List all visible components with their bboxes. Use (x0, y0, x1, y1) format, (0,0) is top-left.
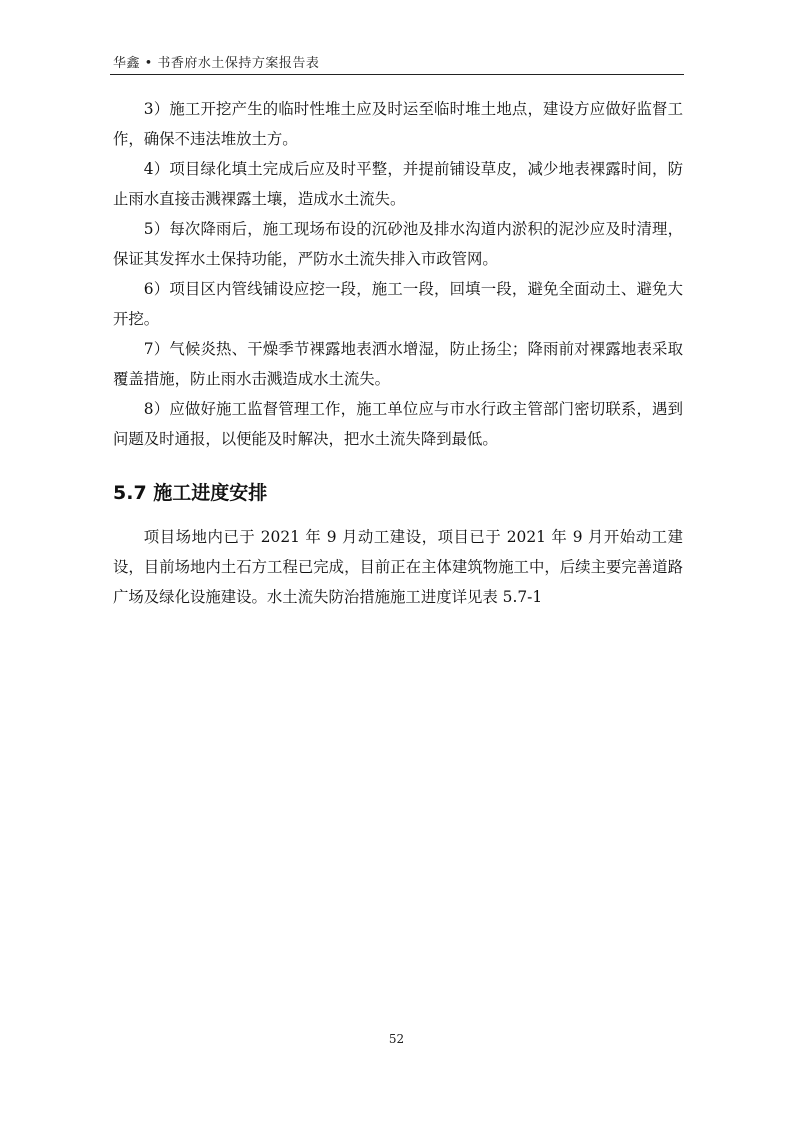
paragraph-item-5: 5）每次降雨后，施工现场布设的沉砂池及排水沟道内淤积的泥沙应及时清理，保证其发挥水土保持功能，严防水土流失排入市政管网。 (113, 220, 683, 268)
header-rule (110, 74, 684, 75)
paragraph-item-4: 4）项目绿化填土完成后应及时平整，并提前铺设草皮，减少地表裸露时间，防止雨水直接击溅裸露土壤，造成水土流失。 (113, 160, 683, 208)
section-paragraph: 项目场地内已于 2021 年 9 月动工建设，项目已于 2021 年 9 月开始动工建设，目前场地内土石方工程已完成，目前正在主体建筑物施工中，后续主要完善道路广场及绿化设施建设。水土流失防治措施施工进度详见表 5.7-1 (113, 528, 683, 606)
section-heading: 5.7 施工进度安排 (113, 482, 268, 504)
page-number: 52 (388, 1032, 405, 1046)
paragraph-item-6: 6）项目区内管线铺设应挖一段，施工一段，回填一段，避免全面动土、避免大开挖。 (113, 280, 683, 328)
paragraph-item-8: 8）应做好施工监督管理工作，施工单位应与市水行政主管部门密切联系，遇到问题及时通报，以便能及时解决，把水土流失降到最低。 (113, 400, 683, 448)
running-header: 华鑫 • 书香府水土保持方案报告表 (113, 56, 320, 71)
page-content (113, 94, 683, 612)
paragraph-item-3: 3）施工开挖产生的临时性堆土应及时运至临时堆土地点，建设方应做好监督工作，确保不违法堆放土方。 (113, 100, 683, 148)
paragraph-item-7: 7）气候炎热、干燥季节裸露地表洒水增湿，防止扬尘；降雨前对裸露地表采取覆盖措施，防止雨水击溅造成水土流失。 (113, 340, 683, 388)
